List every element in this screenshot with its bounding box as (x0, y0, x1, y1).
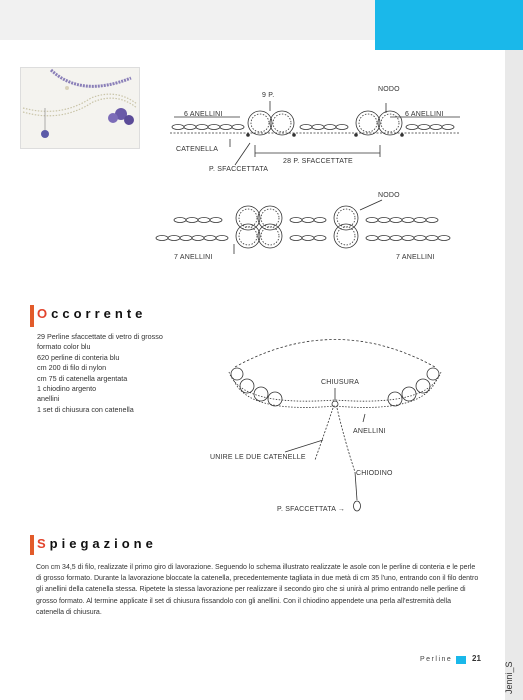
label-6-anellini-left: 6 ANELLINI (184, 111, 223, 118)
list-item: 1 set di chiusura con catenella (37, 404, 134, 414)
footer-title: Perline (420, 656, 453, 663)
section-marker-spiegazione (30, 535, 34, 555)
page-edge-shadow (505, 50, 523, 700)
section-marker-occorrente (30, 305, 34, 327)
list-item: 29 Perline sfaccettate di vetro di grosso (37, 332, 163, 341)
label-28p: 28 P. SFACCETTATE (283, 158, 353, 165)
materials-list (37, 332, 207, 415)
header-band (0, 0, 375, 40)
list-item: cm 200 di filo di nylon (37, 363, 107, 373)
label-unire: UNIRE LE DUE CATENELLE (210, 454, 306, 461)
label-nodo: NODO (378, 86, 400, 93)
label-7-anellini-left: 7 ANELLINI (174, 254, 213, 261)
label-chiodino: CHIODINO (356, 470, 393, 477)
header-accent-block (375, 0, 523, 50)
label-6-anellini-right: 6 ANELLINI (405, 111, 444, 118)
diagram-first-round (160, 95, 470, 185)
list-item: cm 75 di catenella argentata (37, 373, 128, 383)
label-chiusura: CHIUSURA (321, 379, 360, 386)
label-nodo-2: NODO (378, 192, 400, 199)
label-anellini: ANELLINI (353, 428, 386, 435)
label-9p: 9 P. (262, 92, 275, 99)
occorrente-title: Occorrente (37, 306, 147, 321)
list-item: formato color blu (37, 342, 91, 352)
diagram-necklace-overview (215, 322, 455, 522)
instructions-paragraph: Con cm 34,5 di filo, realizzate il primo giro di lavorazione. Seguendo lo schema illustrato realizzate le asole con le perline di conteria e le perle di grosso formato. Durante la lavorazione bloccate la catenella, precedentemente tagliata in due metà di cm 35 l'uno, entrando con il filo dentro gli anellini della catenella stessa. Ripetete la stessa lavorazione per realizzare il secondo giro che si unirà al primo entrando nelle perline di grosso formato. Al termine applicate il set di chiusura fissandolo con gli anellini. Con il chiodino appendete una perla all'estremità della catenella di chiusura. (36, 564, 479, 616)
list-item: anellini (37, 394, 60, 404)
necklace-photo (20, 67, 140, 149)
list-item: 620 perline di conteria blu (37, 352, 120, 362)
diagram-second-round (150, 198, 460, 258)
spiegazione-title: Spiegazione (37, 536, 157, 551)
label-catenella: CATENELLA (176, 146, 219, 153)
label-7-anellini-right: 7 ANELLINI (396, 254, 435, 261)
label-p-sfaccettata-2: P. SFACCETTATA → (277, 506, 346, 513)
label-p-sfaccettata: P. SFACCETTATA (209, 166, 269, 173)
list-item: 1 chiodino argento (37, 384, 97, 394)
watermark-signature: Jenni_S (504, 661, 514, 694)
page-number: 21 (472, 654, 481, 663)
footer-accent-bar (456, 656, 466, 664)
